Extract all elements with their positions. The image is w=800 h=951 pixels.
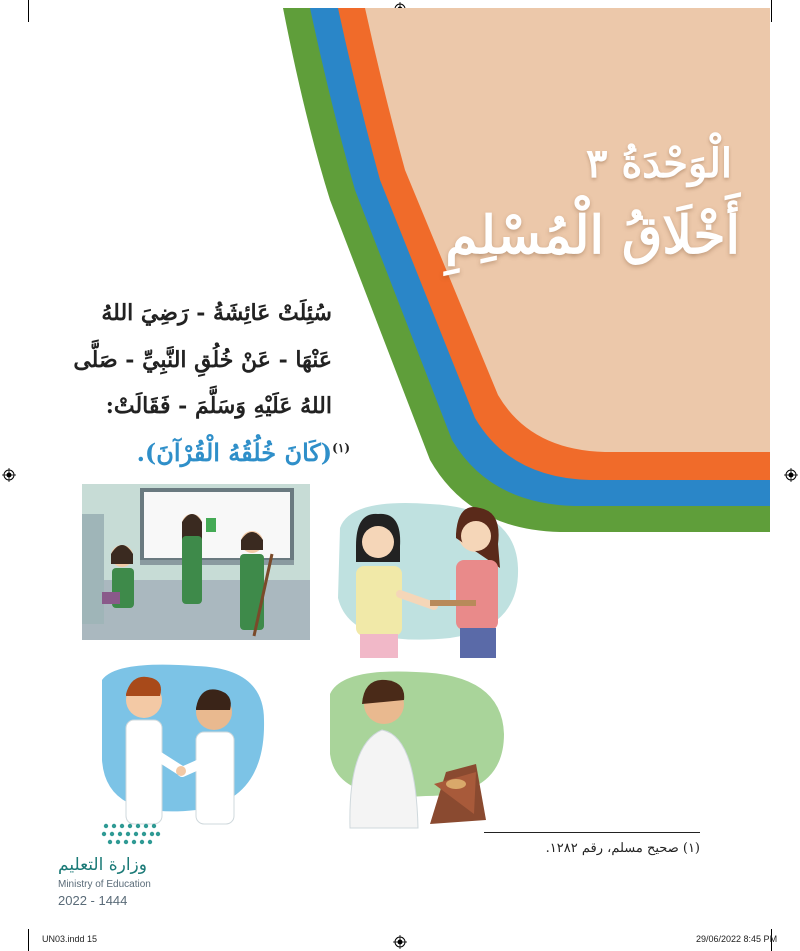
footnote-ref: (١) <box>332 441 350 455</box>
print-date-label: 29/06/2022 8:45 PM <box>696 934 778 944</box>
hadith-line: عَنْهَا - عَنْ خُلُقِ النَّبِيِّ - صَلَّى <box>73 347 332 373</box>
ministry-name-english: Ministry of Education <box>58 879 151 890</box>
boys-shaking-hands-illustration <box>96 660 268 830</box>
print-file-label: UN03.indd 15 <box>42 934 98 944</box>
hadith-line: سُئِلَتْ عَائِشَةُ - رَضِيَ اللهُ <box>101 300 332 326</box>
registration-mark-icon <box>393 935 407 949</box>
girl-offering-tray-illustration <box>330 498 522 662</box>
boy-reading-quran-illustration <box>326 664 506 830</box>
unit-title: أَخْلَاقُ الْمُسْلِمِ <box>445 205 740 266</box>
crop-mark <box>28 929 29 951</box>
ministry-year: 2022 - 1444 <box>58 893 128 908</box>
ministry-logo-icon <box>100 820 162 852</box>
footnote-text: (١) صحيح مسلم، رقم ١٢٨٢. <box>545 841 700 856</box>
unit-number-label: الْوَحْدَةُ ٣ <box>585 140 732 187</box>
hadith-line: اللهُ عَلَيْهِ وَسَلَّمَ - فَقَالَتْ: <box>105 393 332 419</box>
footnote-divider <box>484 832 700 833</box>
quote-text: (كَانَ خُلُقُهُ الْقُرْآنَ). <box>136 438 333 467</box>
ministry-name-arabic: وزارة التعليم <box>58 855 147 875</box>
hadith-quote <box>10 438 350 467</box>
girls-cleaning-classroom-illustration <box>82 484 310 640</box>
